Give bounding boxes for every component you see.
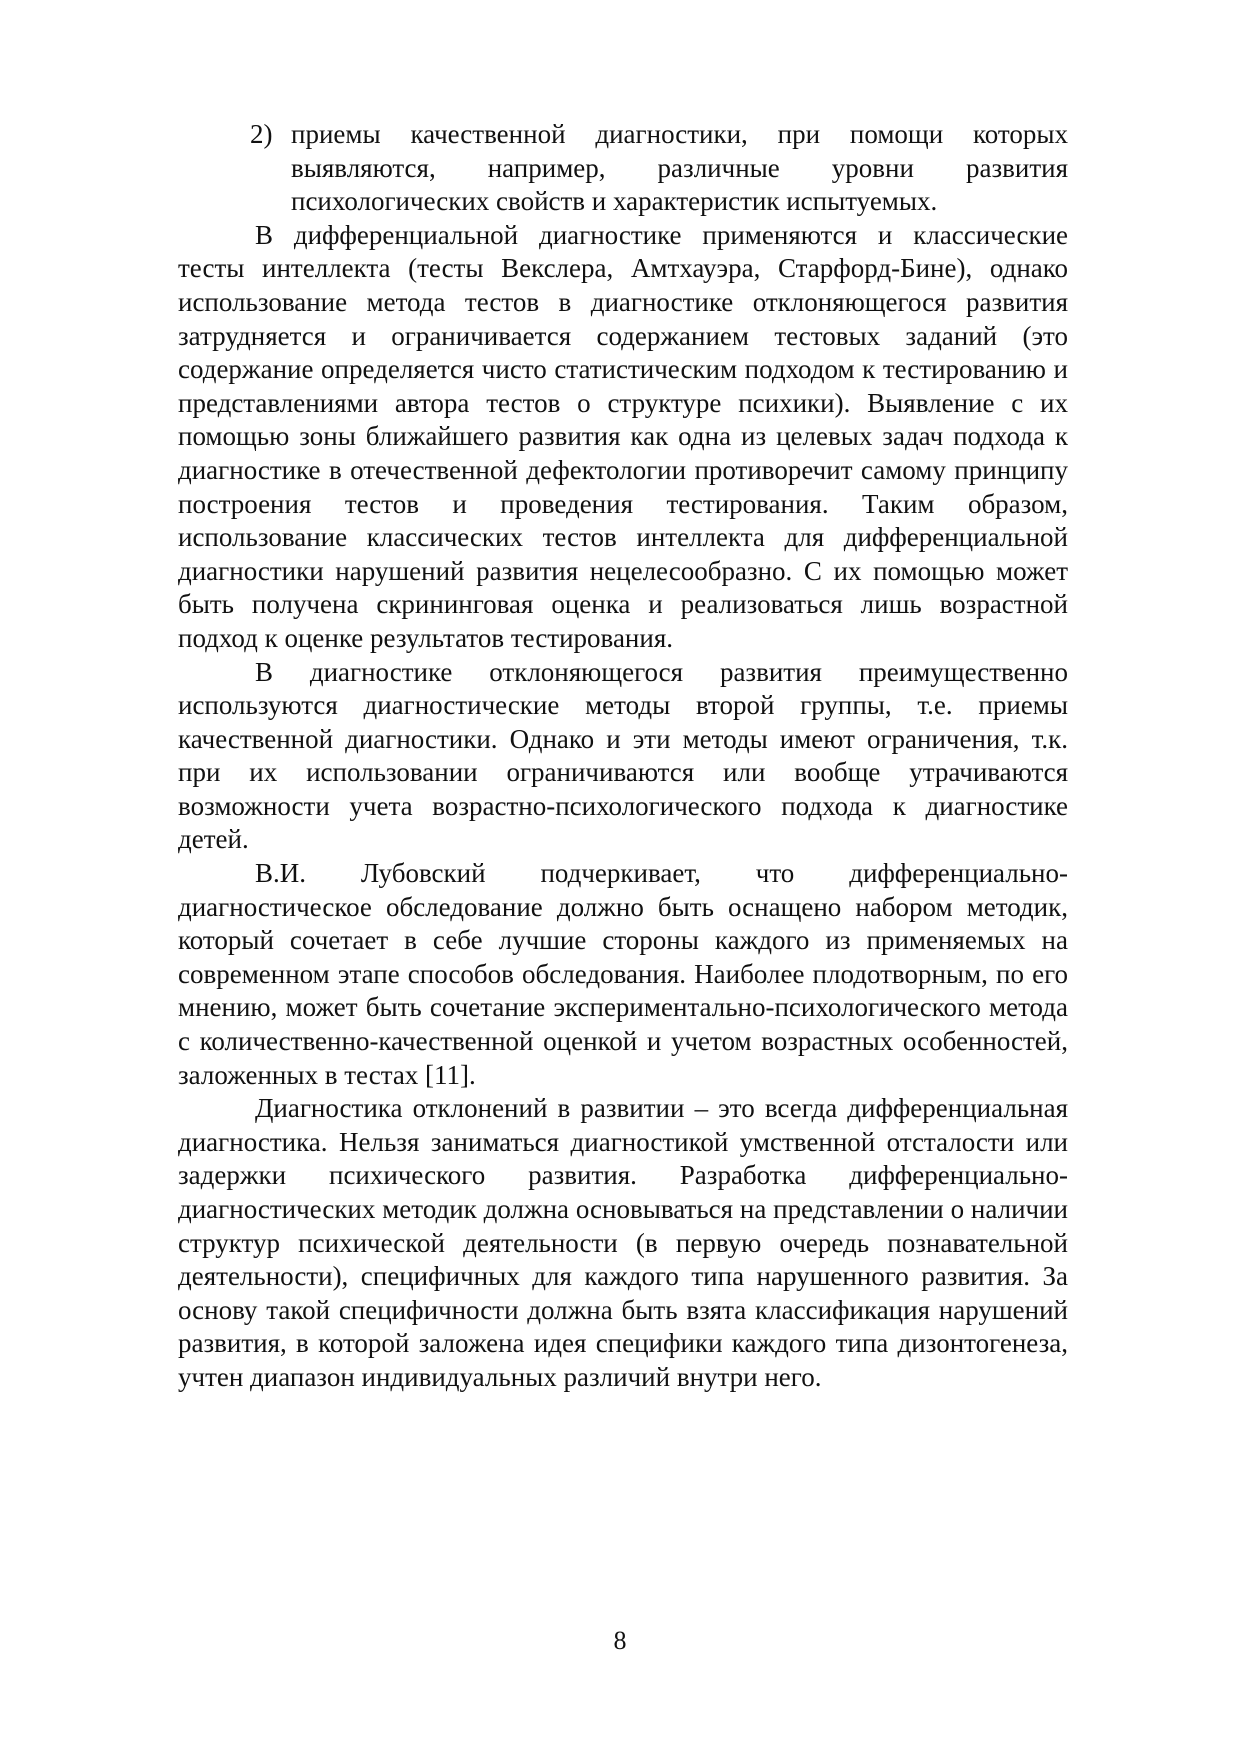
list-item	[178, 118, 1068, 219]
paragraph-differential-diagnostics: Диагностика отклонений в развитии – это всегда дифференциальная диагностика. Нельзя заниматься диагностикой умственной отсталости или задержки психического развития. Разработка дифференциально-диагностических методик должна основываться на представлении о наличии структур психической деятельности (в первую очередь познавательной деятельности), специфичных для каждого типа нарушенного развития. За основу такой специфичности должна быть взята классификация нарушений развития, в которой заложена идея специфики каждого типа дизонтогенеза, учтен диапазон индивидуальных различий внутри него.	[178, 1093, 1068, 1392]
paragraph-qualitative-methods: В диагностике отклоняющегося развития преимущественно используются диагностические методы второй группы, т.е. приемы качественной диагностики. Однако и эти методы имеют ограничения, т.к. при их использовании ограничиваются или вообще утрачиваются возможности учета возрастно-психологического подхода к диагностике детей.	[178, 656, 1068, 855]
paragraph-classic-tests: В дифференциальной диагностике применяются и классические тесты интеллекта (тесты Векслера, Амтхауэра, Старфорд-Бине), однако использование метода тестов в диагностике отклоняющегося развития затрудняется и ограничивается содержанием тестовых заданий (это содержание определяется чисто статистическим подходом к тестированию и представлениями автора тестов о структуре психики). Выявление с их помощью зоны ближайшего развития как одна из целевых задач подхода к диагностике в отечественной дефектологии противоречит самому принципу построения тестов и проведения тестирования. Таким образом, использование классических тестов интеллекта для дифференциальной диагностики нарушений развития нецелесообразно. С их помощью может быть получена скрининговая оценка и реализоваться лишь возрастной подход к оценке результатов тестирования.	[178, 219, 1068, 653]
list-marker: 2)	[250, 119, 273, 149]
paragraph-lubovsky: В.И. Лубовский подчеркивает, что дифференциально-диагностическое обследование должно быть оснащено набором методик, который сочетает в себе лучшие стороны каждого из применяемых на современном этапе способов обследования. Наиболее плодотворным, по его мнению, может быть сочетание экспериментально-психологического метода с количественно-качественной оценкой и учетом возрастных особенностей, заложенных в тестах [11].	[178, 858, 1068, 1090]
page-body	[178, 118, 1068, 1395]
list-item-text: приемы качественной диагностики, при помощи которых выявляются, например, различные уровни развития психологических свойств и характеристик испытуемых.	[291, 119, 1068, 217]
page-number: 8	[613, 1626, 627, 1655]
